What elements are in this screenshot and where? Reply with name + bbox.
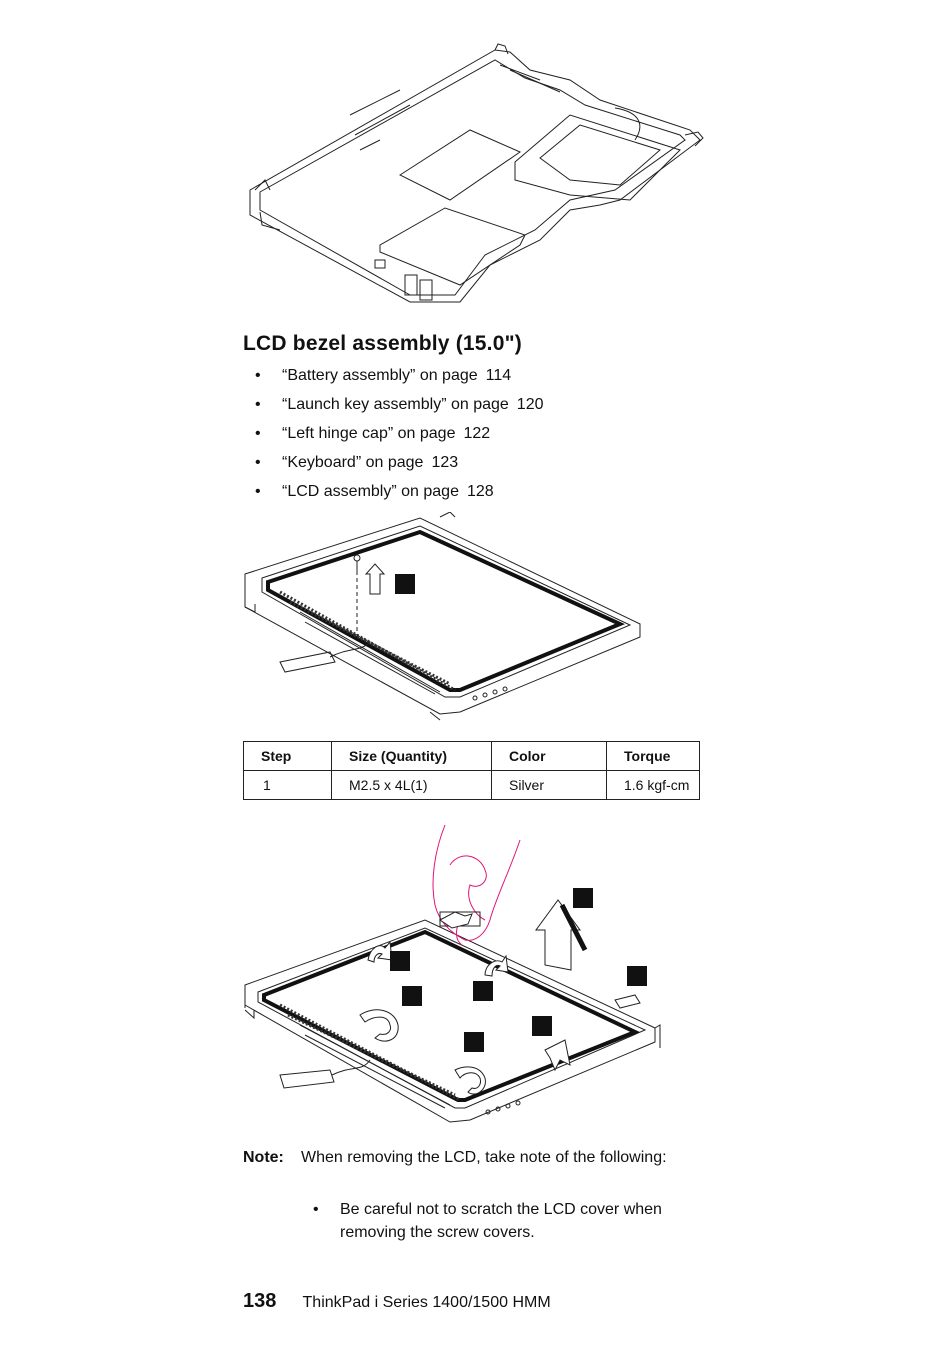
bullet: • bbox=[313, 1201, 319, 1218]
page-reference[interactable]: 123 bbox=[431, 454, 459, 471]
bullet: • bbox=[255, 454, 261, 471]
list-item[interactable] bbox=[255, 482, 544, 511]
page-reference[interactable]: 122 bbox=[463, 425, 491, 442]
screw-table bbox=[243, 741, 700, 800]
bullet: • bbox=[255, 367, 261, 384]
page-number: 138 bbox=[243, 1290, 277, 1312]
manual-title: ThinkPad i Series 1400/1500 HMM bbox=[302, 1294, 551, 1311]
bottom-case-illustration bbox=[240, 40, 710, 315]
bullet: • bbox=[255, 425, 261, 442]
cell-step: 1 bbox=[244, 771, 332, 800]
page-reference[interactable]: 128 bbox=[466, 483, 494, 500]
prerequisite-list bbox=[255, 366, 544, 511]
list-item[interactable] bbox=[255, 453, 544, 482]
table-row bbox=[244, 771, 700, 800]
prerequisite-link-text[interactable]: “LCD assembly” on page bbox=[282, 483, 459, 500]
prerequisite-link-text[interactable]: “Left hinge cap” on page bbox=[282, 425, 456, 442]
prerequisite-link-text[interactable]: “Keyboard” on page bbox=[282, 454, 424, 471]
prerequisite-link-text[interactable]: “Launch key assembly” on page bbox=[282, 396, 509, 413]
column-header-torque: Torque bbox=[607, 742, 700, 771]
section-title: LCD bezel assembly (15.0") bbox=[243, 332, 522, 355]
prerequisite-link-text[interactable]: “Battery assembly” on page bbox=[282, 367, 478, 384]
column-header-color: Color bbox=[492, 742, 607, 771]
cell-torque: 1.6 kgf-cm bbox=[607, 771, 700, 800]
cell-color: Silver bbox=[492, 771, 607, 800]
note-label: Note: bbox=[243, 1149, 284, 1166]
bullet: • bbox=[255, 396, 261, 413]
note-bullet-item bbox=[313, 1198, 703, 1244]
page-reference[interactable]: 120 bbox=[516, 396, 544, 413]
table-header-row bbox=[244, 742, 700, 771]
bullet: • bbox=[255, 483, 261, 500]
list-item[interactable] bbox=[255, 366, 544, 395]
cell-size: M2.5 x 4L(1) bbox=[332, 771, 492, 800]
column-header-step: Step bbox=[244, 742, 332, 771]
lcd-bezel-release-illustration bbox=[240, 820, 665, 1130]
lcd-bezel-screw-removal-illustration bbox=[240, 512, 650, 722]
page-footer bbox=[243, 1290, 551, 1313]
list-item[interactable] bbox=[255, 424, 544, 453]
page-reference[interactable]: 114 bbox=[485, 367, 512, 384]
column-header-size: Size (Quantity) bbox=[332, 742, 492, 771]
note-bullet-text: Be careful not to scratch the LCD cover when removing the screw covers. bbox=[340, 1201, 662, 1241]
note-text: When removing the LCD, take note of the following: bbox=[301, 1149, 667, 1166]
list-item[interactable] bbox=[255, 395, 544, 424]
